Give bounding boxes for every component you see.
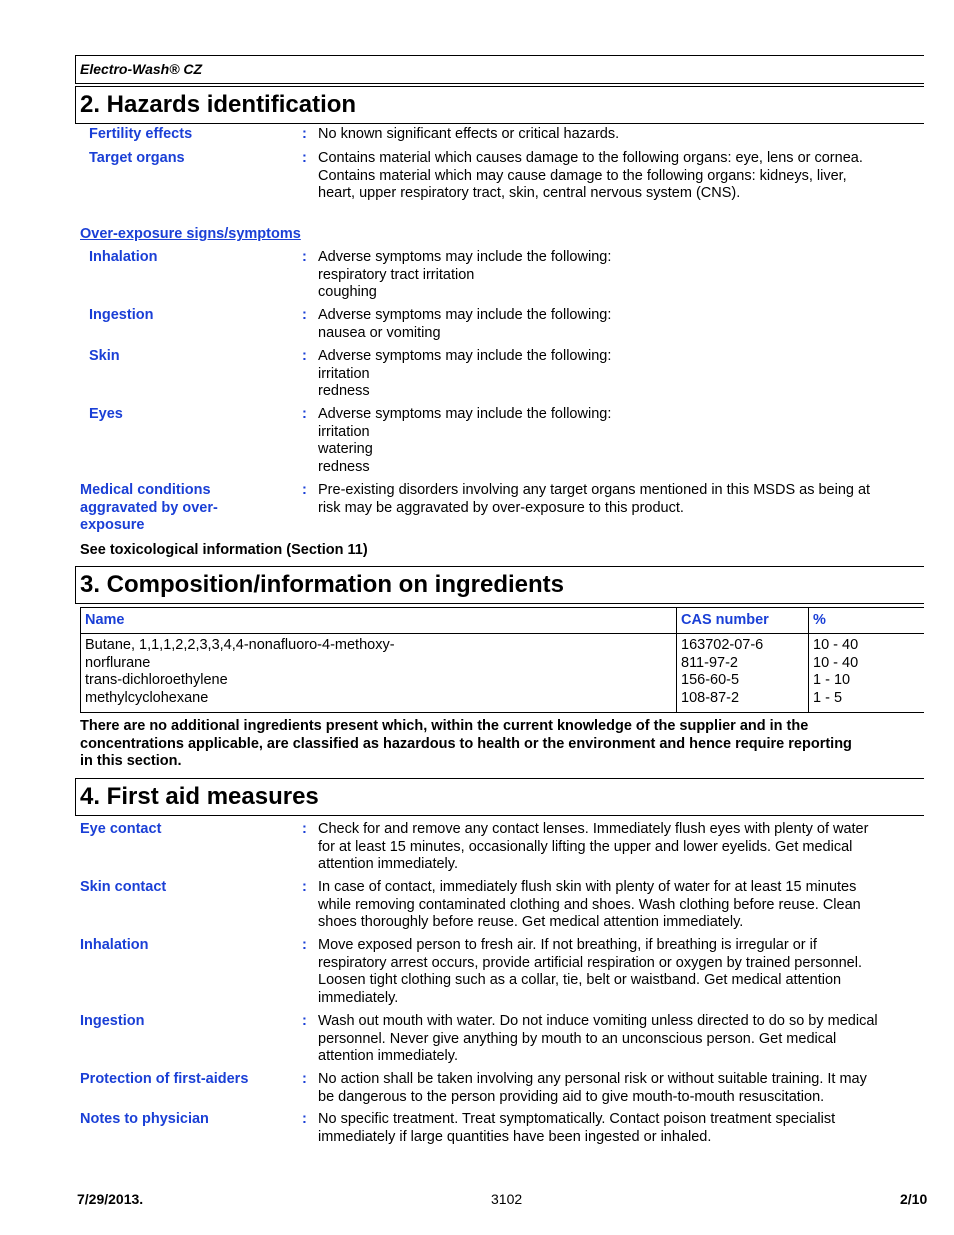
first-aid-ingestion-label: Ingestion — [80, 1013, 145, 1029]
colon: : — [302, 937, 307, 953]
eyes-symptoms-label: Eyes — [89, 406, 123, 422]
table-row: trans-dichloroethylene — [85, 672, 228, 688]
table-row: 163702-07-6 — [681, 637, 764, 653]
table-row: 156-60-5 — [681, 672, 740, 688]
additional-ingredients-note: There are no additional ingredients present which, within the current knowledge of the supplier and in the concentrations applicable, are classified as hazardous to health or the environment and hence require reporting in this section. — [80, 718, 852, 769]
see-toxicological-note: See toxicological information (Section 11) — [80, 542, 368, 558]
table-row: 1 - 5 — [813, 689, 843, 706]
column-header-percent: % — [808, 607, 924, 634]
footer-code: 3102 — [491, 1191, 523, 1207]
skin-symptoms-label: Skin — [89, 348, 120, 364]
skin-symptoms-value: Adverse symptoms may include the following: irritation redness — [318, 348, 612, 399]
ingredient-names-cell — [80, 634, 677, 713]
table-row: methylcyclohexane — [85, 689, 209, 706]
colon: : — [302, 879, 307, 895]
colon: : — [302, 126, 307, 142]
table-row: 10 - 40 — [813, 654, 859, 671]
colon: : — [302, 482, 307, 498]
colon: : — [302, 1013, 307, 1029]
colon: : — [302, 1071, 307, 1087]
section-3-header — [75, 566, 924, 604]
footer-page-number: 2/10 — [900, 1191, 928, 1207]
notes-to-physician-label: Notes to physician — [80, 1111, 209, 1127]
medical-conditions-label: Medical conditions aggravated by over- exposure — [80, 482, 218, 533]
target-organs-value: Contains material which causes damage to the following organs: eye, lens or cornea. Contains material which may cause damage to the following organs: kidneys, liver, heart, upper respiratory tract, skin, central nervous system (CNS). — [318, 150, 863, 201]
notes-to-physician-value: No specific treatment. Treat symptomatically. Contact poison treatment specialist immediately if large quantities have been ingested or inhaled. — [318, 1111, 836, 1145]
first-aid-ingestion-value: Wash out mouth with water. Do not induce vomiting unless directed to do so by medical personnel. Never give anything by mouth to an unconscious person. Get medical attention immediately. — [318, 1013, 878, 1064]
section-2-title: 2. Hazards identification — [80, 91, 357, 118]
protection-first-aiders-value: No action shall be taken involving any personal risk or without suitable training. It may be dangerous to the person providing aid to give mouth-to-mouth resuscitation. — [318, 1071, 867, 1105]
ingestion-symptoms-value: Adverse symptoms may include the following: nausea or vomiting — [318, 307, 612, 341]
skin-contact-label: Skin contact — [80, 879, 167, 895]
first-aid-inhalation-label: Inhalation — [80, 937, 149, 953]
eye-contact-label: Eye contact — [80, 821, 162, 837]
table-row: 108-87-2 — [681, 689, 740, 706]
colon: : — [302, 1111, 307, 1127]
ingestion-symptoms-label: Ingestion — [89, 307, 154, 323]
product-name: Electro-Wash® CZ — [80, 61, 203, 77]
cas-numbers-cell — [676, 634, 809, 713]
eyes-symptoms-value: Adverse symptoms may include the following: irritation watering redness — [318, 406, 612, 475]
section-4-title: 4. First aid measures — [80, 783, 319, 810]
fertility-effects-label: Fertility effects — [89, 126, 193, 142]
footer-date: 7/29/2013. — [77, 1191, 144, 1207]
table-row: 10 - 40 — [813, 637, 859, 653]
inhalation-symptoms-label: Inhalation — [89, 249, 158, 265]
inhalation-symptoms-value: Adverse symptoms may include the following: respiratory tract irritation coughing — [318, 249, 612, 300]
skin-contact-value: In case of contact, immediately flush skin with plenty of water for at least 15 minutes while removing contaminated clothing and shoes. Wash clothing before reuse. Clean shoes thoroughly before reuse. Get medical attention immediately. — [318, 879, 861, 930]
colon: : — [302, 406, 307, 422]
medical-conditions-value: Pre-existing disorders involving any target organs mentioned in this MSDS as being at risk may be aggravated by over-exposure to this product. — [318, 482, 871, 516]
target-organs-label: Target organs — [89, 150, 185, 166]
table-row: Butane, 1,1,1,2,2,3,3,4,4-nonafluoro-4-methoxy- — [85, 637, 395, 653]
first-aid-inhalation-value: Move exposed person to fresh air. If not breathing, if breathing is irregular or if respiratory arrest occurs, provide artificial respiration or oxygen by trained personnel. Loosen tight clothing such as a collar, tie, belt or waistband. Get medical attention immediately. — [318, 937, 862, 1006]
section-2-header — [75, 86, 924, 124]
column-header-name: Name — [80, 607, 677, 634]
fertility-effects-value: No known significant effects or critical hazards. — [318, 126, 620, 142]
eye-contact-value: Check for and remove any contact lenses. Immediately flush eyes with plenty of water for at least 15 minutes, occasionally lifting the upper and lower eyelids. Get medical attention immediately. — [318, 821, 869, 872]
percent-cell — [808, 634, 924, 713]
colon: : — [302, 249, 307, 265]
protection-first-aiders-label: Protection of first-aiders — [80, 1071, 249, 1087]
colon: : — [302, 348, 307, 364]
table-row: 1 - 10 — [813, 672, 851, 688]
table-row: norflurane — [85, 654, 151, 671]
colon: : — [302, 307, 307, 323]
colon: : — [302, 821, 307, 837]
column-header-cas: CAS number — [676, 607, 809, 634]
product-header — [75, 55, 924, 84]
section-4-header — [75, 778, 924, 816]
section-3-title: 3. Composition/information on ingredients — [80, 571, 564, 598]
table-row: 811-97-2 — [681, 654, 738, 671]
overexposure-heading: Over-exposure signs/symptoms — [80, 226, 301, 242]
colon: : — [302, 150, 307, 166]
